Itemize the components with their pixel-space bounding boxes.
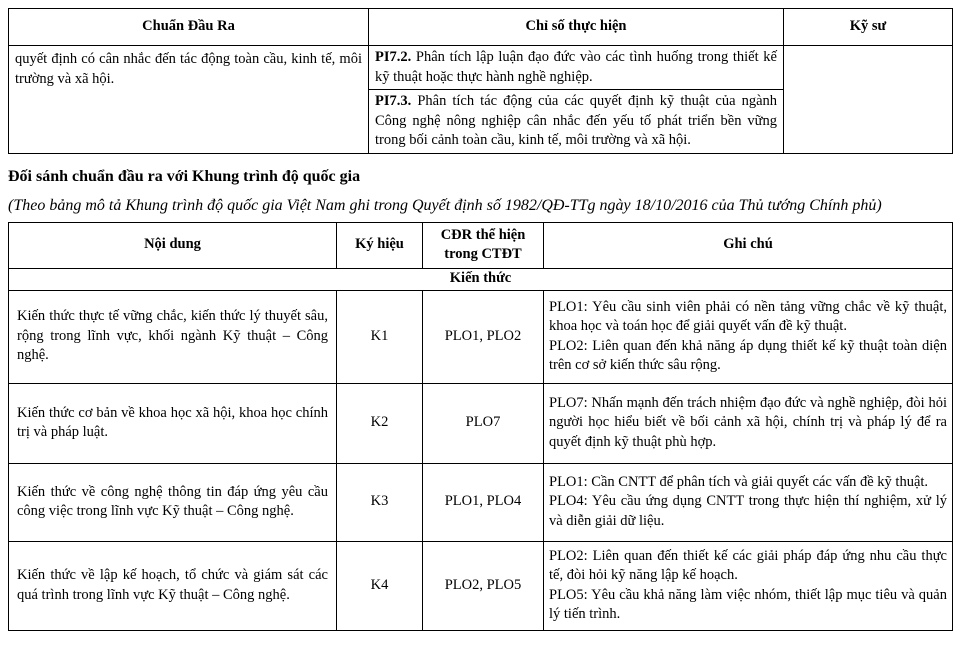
ghi-chu-cell bbox=[544, 383, 953, 463]
ghi-chu-line: PLO1: Cần CNTT để phân tích và giải quyết các vấn đề kỹ thuật. bbox=[549, 473, 929, 490]
table-row bbox=[9, 46, 953, 90]
outcome-cell: quyết định có cân nhắc đến tác động toàn cầu, kinh tế, môi trường và xã hội. bbox=[9, 46, 369, 154]
header-chuan-dau-ra: Chuẩn Đầu Ra bbox=[9, 9, 369, 46]
group-label: Kiến thức bbox=[9, 268, 953, 290]
ky-hieu-cell: K4 bbox=[337, 541, 423, 630]
cdr-cell: PLO2, PLO5 bbox=[423, 541, 544, 630]
header-ky-hieu: Ký hiệu bbox=[337, 222, 423, 268]
header-chi-so-thuc-hien: Chỉ số thực hiện bbox=[369, 9, 784, 46]
ky-hieu-cell: K1 bbox=[337, 290, 423, 383]
ky-hieu-cell: K3 bbox=[337, 463, 423, 541]
pi-text: Phân tích tác động của các quyết định kỹ thuật của ngành Công nghệ nông nghiệp cân nhắc đến yếu tố phát triển bền vững trong bối cảnh toàn cầu, kinh tế, môi trường và xã hội. bbox=[375, 93, 778, 148]
ghi-chu-line: PLO2: Liên quan đến khả năng áp dụng thiết kế kỹ thuật toàn diện trên cơ sở kiến thức sâu rộng. bbox=[549, 337, 947, 373]
table-row-k4 bbox=[9, 541, 953, 630]
noi-dung-cell: Kiến thức về công nghệ thông tin đáp ứng yêu cầu công việc trong lĩnh vực Kỹ thuật – Công nghệ. bbox=[9, 463, 337, 541]
comparison-table bbox=[8, 222, 953, 631]
pi-cell-7-3 bbox=[369, 90, 784, 154]
noi-dung-cell: Kiến thức cơ bản về khoa học xã hội, khoa học chính trị và pháp luật. bbox=[9, 383, 337, 463]
header-ghi-chu: Ghi chú bbox=[544, 222, 953, 268]
outcomes-table bbox=[8, 8, 953, 154]
pi-code: PI7.3. bbox=[375, 93, 412, 109]
ky-hieu-cell: K2 bbox=[337, 383, 423, 463]
noi-dung-cell: Kiến thức thực tế vững chắc, kiến thức lý thuyết sâu, rộng trong lĩnh vực, khối ngành Kỹ thuật – Công nghệ. bbox=[9, 290, 337, 383]
cdr-cell: PLO1, PLO2 bbox=[423, 290, 544, 383]
ghi-chu-cell bbox=[544, 541, 953, 630]
ghi-chu-line: PLO1: Yêu cầu sinh viên phải có nền tảng vững chắc về kỹ thuật, khoa học và toán học để giải quyết vấn đề kỹ thuật. bbox=[549, 298, 947, 334]
ghi-chu-line: PLO2: Liên quan đến thiết kế các giải pháp đáp ứng nhu cầu thực tế, đòi hỏi kỹ năng lập kế hoạch. bbox=[549, 547, 947, 583]
comparison-table-header-row bbox=[9, 222, 953, 268]
ghi-chu-cell bbox=[544, 463, 953, 541]
outcomes-table-header-row bbox=[9, 9, 953, 46]
ghi-chu-line: PLO5: Yêu cầu khả năng làm việc nhóm, thiết lập mục tiêu và quản lý tiến trình. bbox=[549, 586, 947, 622]
ghi-chu-line: PLO7: Nhấn mạnh đến trách nhiệm đạo đức và nghề nghiệp, đòi hỏi người học hiểu biết về bối cảnh xã hội, chính trị và pháp lý để ra quyết định kỹ thuật phù hợp. bbox=[549, 394, 947, 450]
header-ky-su: Kỹ sư bbox=[784, 9, 953, 46]
section-note: (Theo bảng mô tả Khung trình độ quốc gia Việt Nam ghi trong Quyết định số 1982/QĐ-TTg ngày 18/10/2016 của Thủ tướng Chính phủ) bbox=[8, 196, 882, 214]
cdr-cell: PLO7 bbox=[423, 383, 544, 463]
pi-text: Phân tích lập luận đạo đức vào các tình huống trong thiết kế kỹ thuật hoặc thực hành nghề nghiệp. bbox=[375, 49, 777, 85]
section-heading: Đối sánh chuẩn đầu ra với Khung trình độ quốc gia bbox=[8, 167, 361, 185]
table-row-k2 bbox=[9, 383, 953, 463]
ghi-chu-cell bbox=[544, 290, 953, 383]
header-cdr: CĐR thể hiện trong CTĐT bbox=[423, 222, 544, 268]
table-row-k1 bbox=[9, 290, 953, 383]
table-row-k3 bbox=[9, 463, 953, 541]
ghi-chu-line: PLO4: Yêu cầu ứng dụng CNTT trong thực hiện thí nghiệm, xử lý và diễn giải dữ liệu. bbox=[549, 493, 947, 529]
cdr-cell: PLO1, PLO4 bbox=[423, 463, 544, 541]
group-row-kien-thuc bbox=[9, 268, 953, 290]
noi-dung-cell: Kiến thức về lập kế hoạch, tổ chức và giám sát các quá trình trong lĩnh vực Kỹ thuật – Công nghệ. bbox=[9, 541, 337, 630]
pi-cell-7-2 bbox=[369, 46, 784, 90]
engineer-cell bbox=[784, 46, 953, 154]
pi-code: PI7.2. bbox=[375, 49, 412, 65]
header-noi-dung: Nội dung bbox=[9, 222, 337, 268]
